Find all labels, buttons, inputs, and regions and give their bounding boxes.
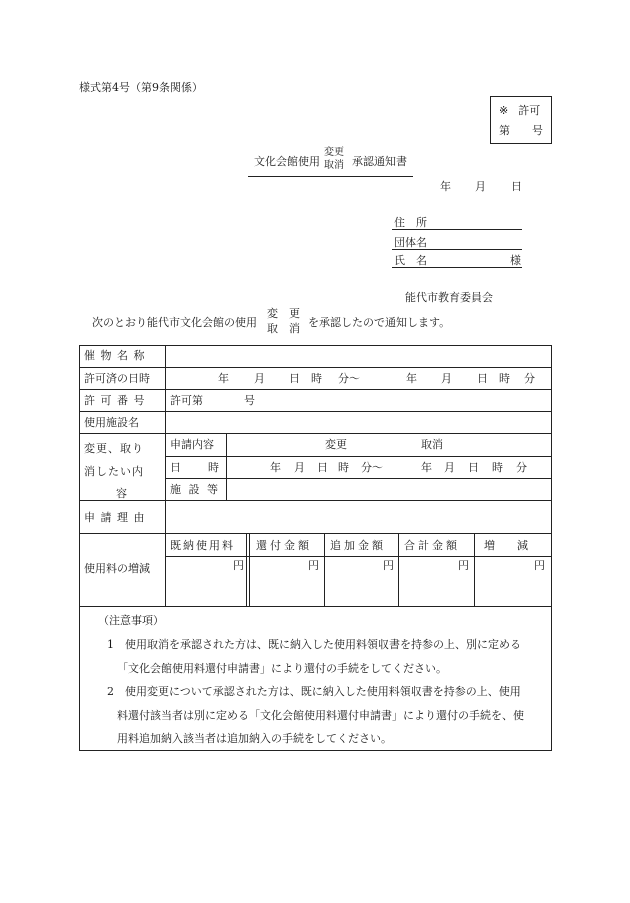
cd-minute-1: 分～ [361, 461, 383, 474]
title-before: 文化会館使用 [254, 155, 320, 168]
sentence-after: を承認したので通知します。 [308, 316, 451, 329]
request-change-option[interactable]: 変更 [325, 438, 347, 451]
pd-hour-2: 時 [499, 372, 510, 385]
sentence-before: 次のとおり能代市文化会館の使用 [92, 316, 257, 329]
datetime-label-char1: 日 [170, 461, 181, 474]
facility-label: 使用施設名 [84, 416, 139, 429]
fee-header-paid: 既納使用料 [170, 539, 235, 552]
title-after: 承認通知書 [352, 155, 407, 168]
permit-number-suffix: 号 [244, 394, 255, 407]
title-option-cancel: 取消 [324, 160, 344, 171]
permit-datetime-label: 許可済の日時 [84, 372, 150, 385]
sentence-option-cancel: 取 消 [267, 322, 300, 335]
group-name-label: 団体名 [394, 236, 427, 249]
change-label-line1: 変更、取り [84, 442, 144, 455]
permit-number-label: 許 可 番 号 [84, 394, 146, 407]
note-2-line2: 料還付該当者は別に定める「文化会館使用料還付申請書」により還付の手続を、使 [117, 709, 524, 722]
cd-hour-2: 時 [492, 461, 503, 474]
pd-hour-1: 時 [311, 372, 322, 385]
fee-change-label: 使用料の増減 [84, 562, 150, 575]
pd-year-2: 年 [406, 372, 417, 385]
cd-year-1: 年 [270, 461, 281, 474]
notes-header: （注意事項） [98, 614, 164, 627]
yen-refund: 円 [308, 559, 319, 572]
yen-additional: 円 [383, 559, 394, 572]
form-number: 様式第4号（第9条関係） [79, 81, 203, 94]
pd-day-1: 日 [289, 372, 300, 385]
pd-month-2: 月 [441, 372, 452, 385]
reason-field[interactable] [170, 505, 548, 529]
title-option-change: 変更 [324, 147, 344, 158]
stamp-dai: 第 [499, 124, 510, 137]
facility-field[interactable] [170, 414, 548, 430]
event-name-label: 催 物 名 称 [84, 349, 146, 362]
cd-day-2: 日 [468, 461, 479, 474]
cd-month-1: 月 [294, 461, 305, 474]
change-label-line2: 消したい内 [84, 465, 144, 478]
permit-number-prefix: 許可第 [170, 394, 203, 407]
yen-paid: 円 [233, 559, 244, 572]
date-year: 年 [440, 180, 451, 193]
datetime-label-char2: 時 [208, 461, 219, 474]
permit-stamp-box [490, 96, 552, 144]
fee-header-total: 合計金額 [404, 539, 460, 552]
facility-etc-field[interactable] [230, 481, 548, 497]
facility-etc-label: 施 設 等 [170, 483, 220, 496]
note-1-line2: 「文化会館使用料還付申請書」により還付の手続をしてください。 [117, 662, 447, 675]
pd-minute-1: 分～ [338, 372, 360, 385]
date-month: 月 [475, 180, 486, 193]
fee-header-additional: 追加金額 [330, 539, 386, 552]
sentence-option-change: 変 更 [267, 307, 300, 320]
request-cancel-option[interactable]: 取消 [421, 438, 443, 451]
reason-label: 申 請 理 由 [84, 511, 146, 524]
cd-year-2: 年 [421, 461, 432, 474]
cd-month-2: 月 [444, 461, 455, 474]
note-2-line3: 用料追加納入該当者は追加納入の手続をしてください。 [117, 732, 392, 745]
fee-header-change: 増 減 [484, 539, 528, 552]
pd-day-2: 日 [477, 372, 488, 385]
note-1-line1: 1 使用取消を承認された方は、既に納入した使用料領収書を持参の上、別に定める [107, 638, 521, 651]
stamp-go: 号 [532, 124, 543, 137]
cd-hour-1: 時 [338, 461, 349, 474]
address-label: 住 所 [394, 216, 427, 229]
cd-minute-2: 分 [516, 461, 527, 474]
note-mark: ※ [499, 104, 509, 117]
event-name-field[interactable] [170, 348, 548, 364]
yen-total: 円 [458, 559, 469, 572]
pd-year-1: 年 [218, 372, 229, 385]
date-day: 日 [511, 180, 522, 193]
yen-change: 円 [534, 559, 545, 572]
pd-minute-2: 分 [524, 372, 535, 385]
request-content-label: 申請内容 [170, 438, 214, 451]
pd-month-1: 月 [254, 372, 265, 385]
honorific-sama: 様 [510, 254, 521, 267]
issuer-name: 能代市教育委員会 [405, 291, 493, 304]
cd-day-1: 日 [317, 461, 328, 474]
document-title [248, 146, 413, 177]
fee-header-refund: 還付金額 [256, 539, 312, 552]
name-label: 氏 名 [394, 254, 427, 267]
note-2-line1: 2 使用変更について承認された方は、既に納入した使用料領収書を持参の上、使用 [107, 685, 521, 698]
stamp-kyoka: 許可 [518, 104, 541, 117]
change-label-line3: 容 [116, 487, 127, 500]
